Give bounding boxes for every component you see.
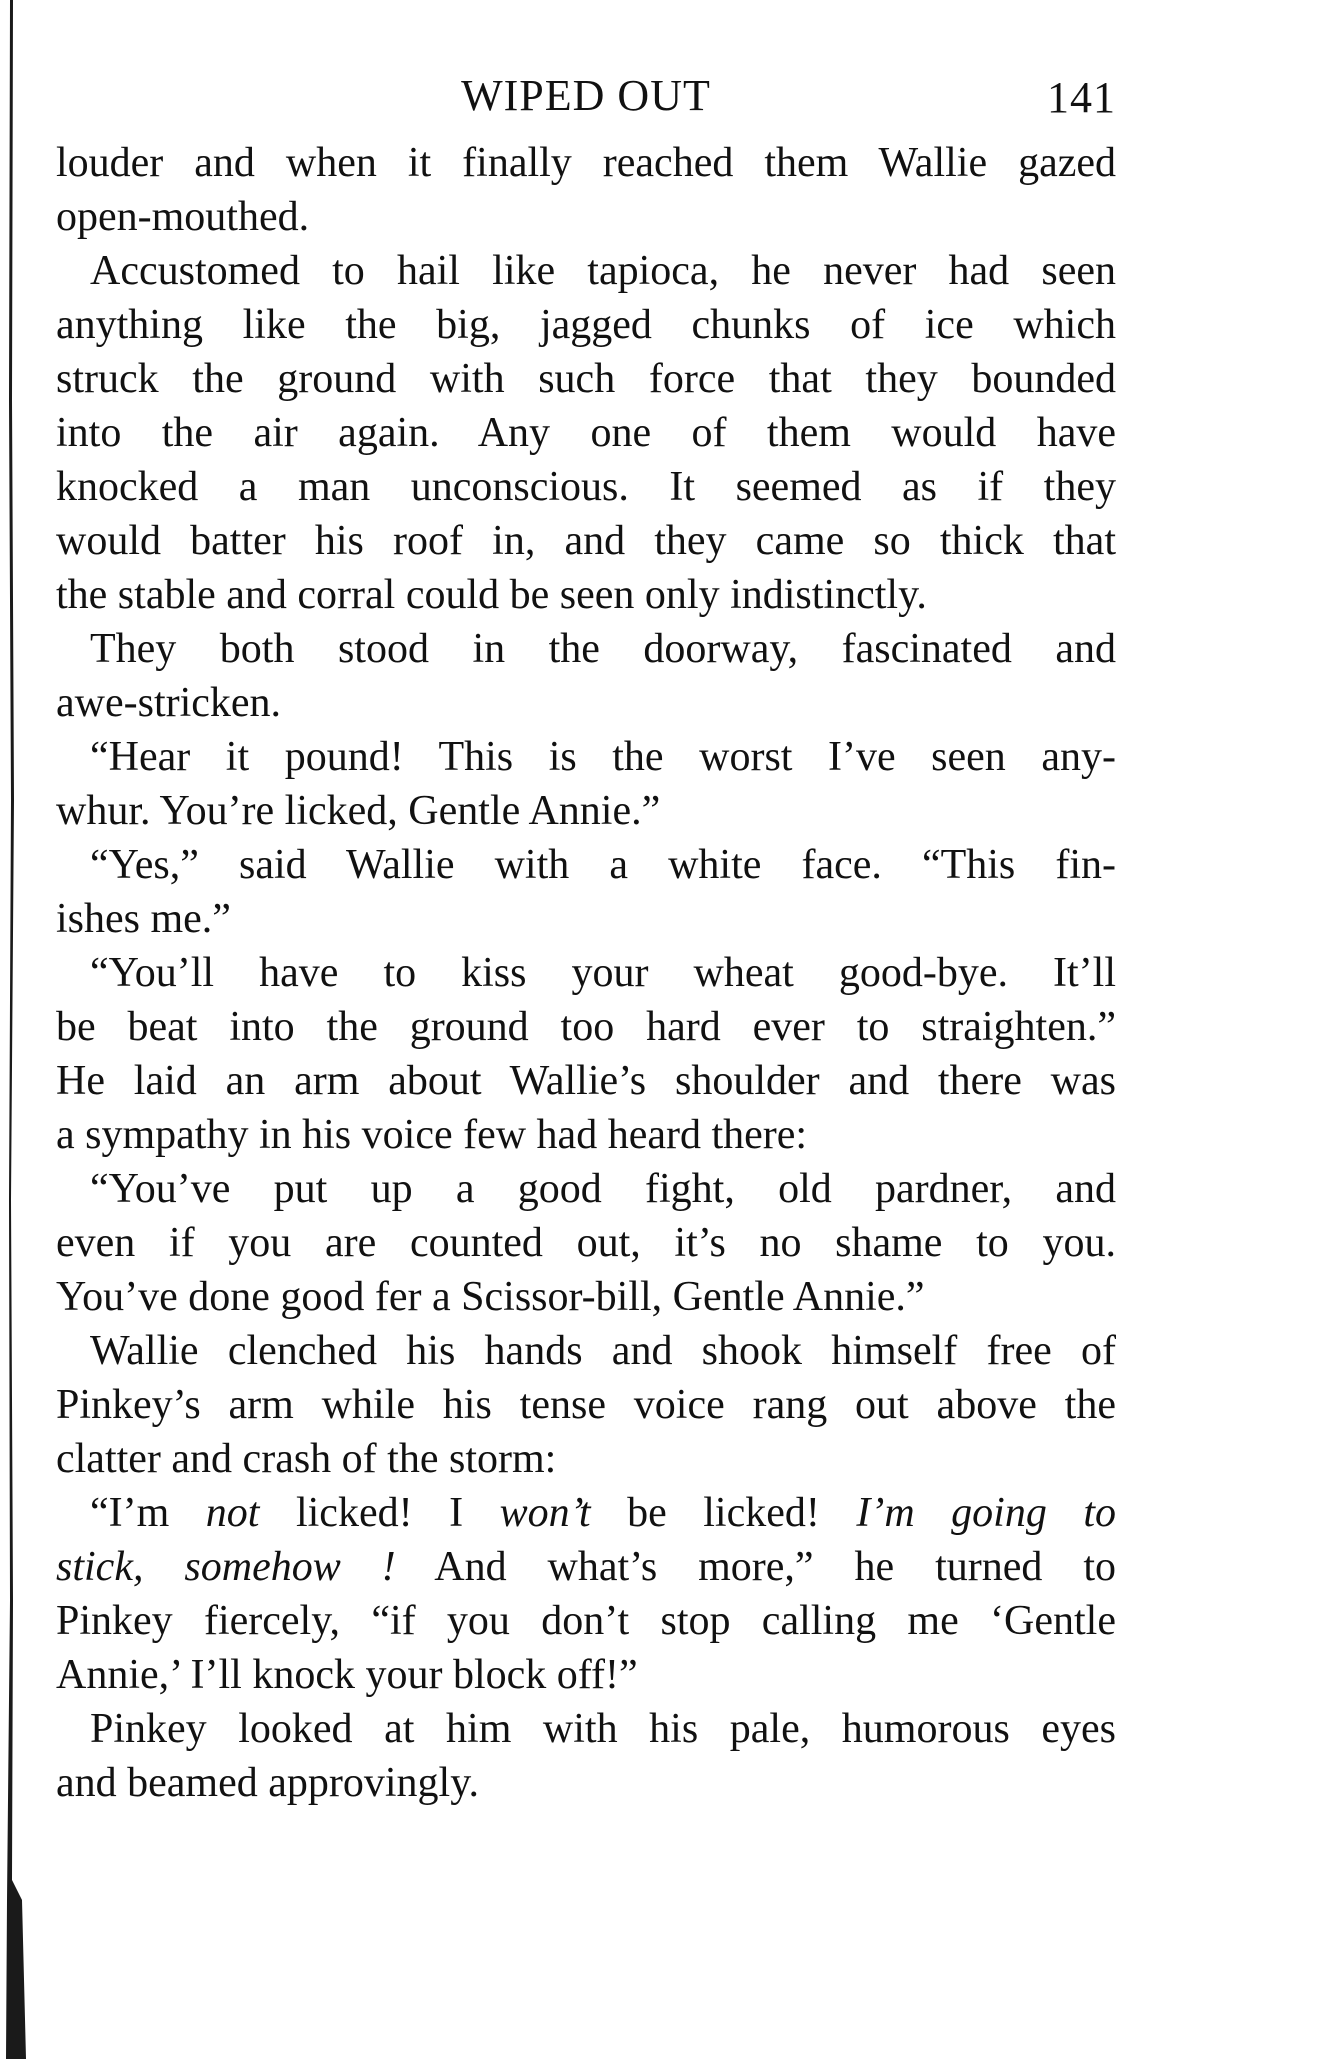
text-line bbox=[56, 946, 1116, 1000]
binding-edge-shadow bbox=[0, 0, 28, 2059]
italic-text: won’t bbox=[499, 1490, 591, 1536]
text-line bbox=[56, 676, 1116, 730]
text-segment: “You’ve put up a good fight, old pardner, and bbox=[90, 1166, 1116, 1212]
text-line bbox=[56, 892, 1116, 946]
text-segment: “Hear it pound! This is the worst I’ve seen any- bbox=[90, 734, 1116, 780]
text-line bbox=[56, 190, 1116, 244]
text-line bbox=[56, 1108, 1116, 1162]
text-line bbox=[56, 406, 1116, 460]
text-line bbox=[56, 1216, 1116, 1270]
text-segment: awe-stricken. bbox=[56, 680, 282, 726]
text-segment: He laid an arm about Wallie’s shoulder and there was bbox=[56, 1058, 1116, 1104]
text-segment: They both stood in the doorway, fascinated and bbox=[90, 626, 1116, 672]
text-segment: You’ve done good fer a Scissor-bill, Gentle Annie.” bbox=[56, 1274, 925, 1320]
text-segment: struck the ground with such force that they bounded bbox=[56, 356, 1116, 402]
text-line bbox=[56, 1432, 1116, 1486]
text-segment: louder and when it finally reached them Wallie gazed bbox=[56, 140, 1116, 186]
text-segment: Pinkey fiercely, “if you don’t stop calling me ‘Gentle bbox=[56, 1598, 1116, 1644]
text-line bbox=[56, 622, 1116, 676]
text-segment: Accustomed to hail like tapioca, he never had seen bbox=[90, 248, 1116, 294]
text-segment: a sympathy in his voice few had heard there: bbox=[56, 1112, 808, 1158]
text-line bbox=[56, 1756, 1116, 1810]
text-segment: into the air again. Any one of them would have bbox=[56, 410, 1116, 456]
text-line bbox=[56, 136, 1116, 190]
text-line bbox=[56, 1054, 1116, 1108]
text-line bbox=[56, 1000, 1116, 1054]
text-line bbox=[56, 784, 1116, 838]
text-segment: open-mouthed. bbox=[56, 194, 310, 240]
text-segment: And what’s more,” he turned to bbox=[395, 1544, 1116, 1590]
text-line bbox=[56, 244, 1116, 298]
text-line bbox=[56, 1648, 1116, 1702]
text-line bbox=[56, 1162, 1116, 1216]
text-line bbox=[56, 1378, 1116, 1432]
text-line bbox=[56, 1324, 1116, 1378]
text-line bbox=[56, 298, 1116, 352]
book-page bbox=[56, 70, 1116, 1810]
text-segment: be licked! bbox=[590, 1490, 857, 1536]
text-line bbox=[56, 352, 1116, 406]
text-line bbox=[56, 730, 1116, 784]
text-segment: anything like the big, jagged chunks of ice which bbox=[56, 302, 1116, 348]
text-line bbox=[56, 838, 1116, 892]
text-line bbox=[56, 1270, 1116, 1324]
text-segment: Wallie clenched his hands and shook himself free of bbox=[90, 1328, 1116, 1374]
text-segment: whur. You’re licked, Gentle Annie.” bbox=[56, 788, 661, 834]
text-segment: “You’ll have to kiss your wheat good-bye. It’ll bbox=[90, 950, 1116, 996]
italic-text: stick, somehow ! bbox=[56, 1544, 396, 1590]
text-segment: licked! I bbox=[259, 1490, 500, 1536]
text-segment: ishes me.” bbox=[56, 896, 231, 942]
running-head bbox=[56, 70, 1116, 136]
text-segment: “I’m bbox=[90, 1490, 206, 1536]
text-segment: and beamed approvingly. bbox=[56, 1760, 479, 1806]
text-line bbox=[56, 1702, 1116, 1756]
text-segment: even if you are counted out, it’s no shame to you. bbox=[56, 1220, 1116, 1266]
text-line bbox=[56, 1594, 1116, 1648]
text-segment: “Yes,” said Wallie with a white face. “This fin- bbox=[90, 842, 1116, 888]
text-segment: Pinkey’s arm while his tense voice rang out above the bbox=[56, 1382, 1116, 1428]
text-line bbox=[56, 514, 1116, 568]
italic-text: not bbox=[205, 1490, 260, 1536]
text-segment: Annie,’ I’ll knock your block off!” bbox=[56, 1652, 638, 1698]
text-segment: would batter his roof in, and they came so thick that bbox=[56, 518, 1116, 564]
text-line bbox=[56, 460, 1116, 514]
text-segment: clatter and crash of the storm: bbox=[56, 1436, 557, 1482]
text-line bbox=[56, 568, 1116, 622]
chapter-title: WIPED OUT bbox=[461, 71, 711, 120]
text-segment: Pinkey looked at him with his pale, humorous eyes bbox=[90, 1706, 1116, 1752]
body-text bbox=[56, 136, 1116, 1810]
text-line bbox=[56, 1540, 1116, 1594]
italic-text: I’m going to bbox=[856, 1490, 1117, 1536]
text-line bbox=[56, 1486, 1116, 1540]
text-segment: be beat into the ground too hard ever to straighten.” bbox=[56, 1004, 1116, 1050]
page-number: 141 bbox=[1047, 73, 1116, 122]
text-segment: the stable and corral could be seen only indistinctly. bbox=[56, 572, 927, 618]
text-segment: knocked a man unconscious. It seemed as if they bbox=[56, 464, 1116, 510]
